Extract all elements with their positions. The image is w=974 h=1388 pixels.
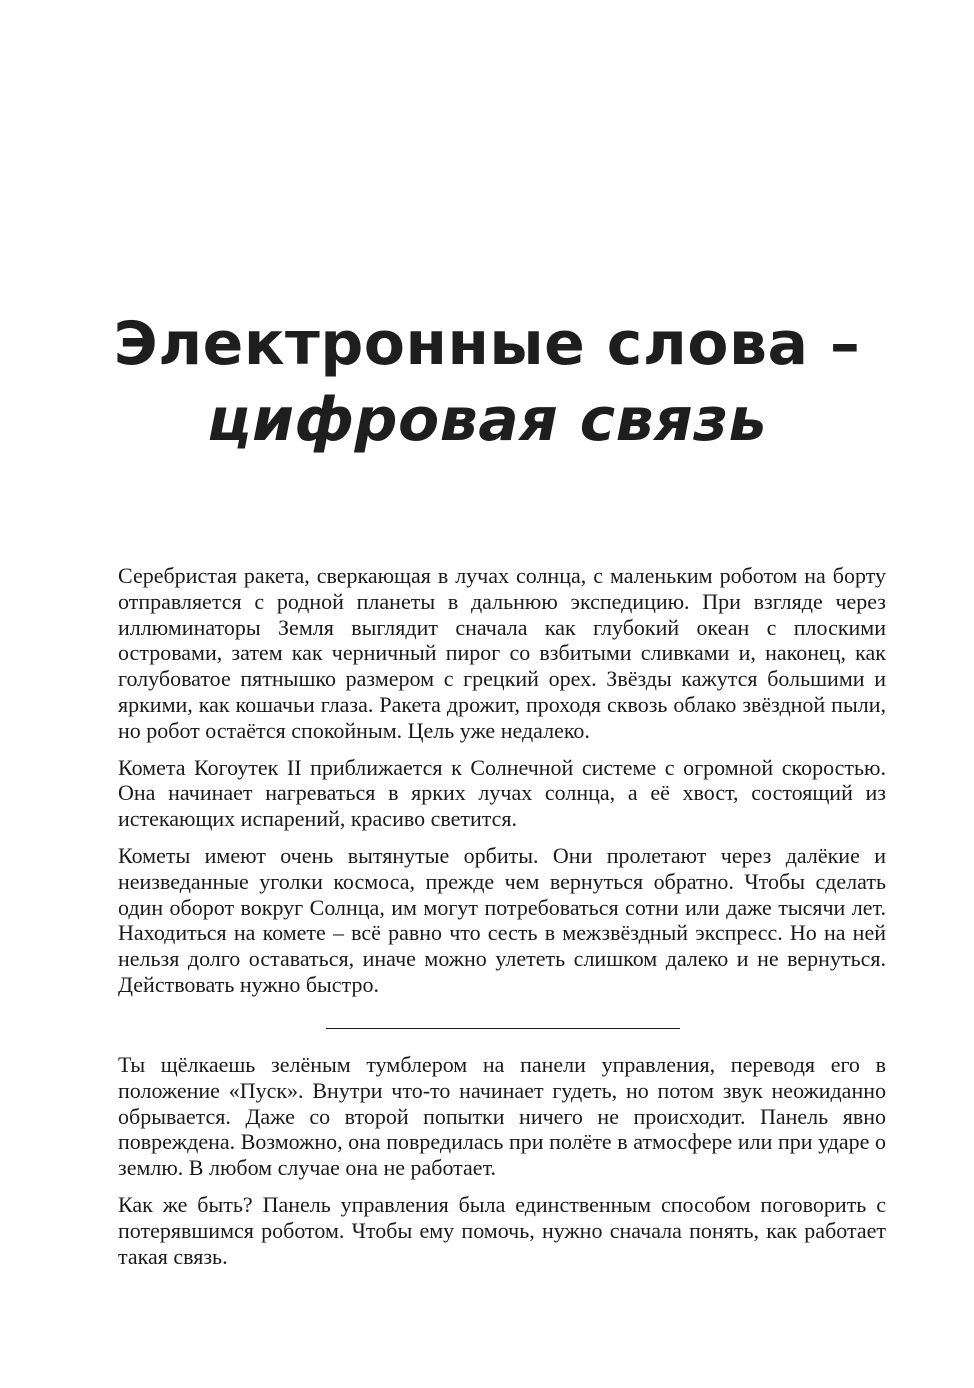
chapter-title-line-1: Электронные слова – xyxy=(113,309,861,379)
chapter-title-line-2: цифровая связь xyxy=(207,385,767,455)
paragraph-control-panel: Ты щёлкаешь зелёным тумблером на панели управления, переводя его в положение «Пуск». Внутри что-то начинает гудеть, но потом звук неожиданно обрывается. Даже со второй попытки ничего не происходит. Панель явно повреждена. Возможно, она повредилась при полёте в атмосфере или при ударе о землю. В любом случае она не работает. xyxy=(118,1052,886,1181)
paragraph-rocket: Серебристая ракета, сверкающая в лучах солнца, с маленьким роботом на борту отправляется с родной планеты в дальнюю экспедицию. При взгляде через иллюминаторы Земля выглядит сначала как глубокий океан с плоскими островами, затем как черничный пирог со взбитыми сливками и, наконец, как голубоватое пятнышко размером с грецкий орех. Звёзды кажутся большими и яркими, как кошачьи глаза. Ракета дрожит, проходя сквозь облако звёздной пыли, но робот остаётся спокойным. Цель уже недалеко. xyxy=(118,563,886,743)
body-text-section-1 xyxy=(118,563,886,1009)
section-divider xyxy=(326,1028,680,1029)
paragraph-orbits: Кометы имеют очень вытянутые орбиты. Они пролетают через далёкие и неизведанные уголки космоса, прежде чем вернуться обратно. Чтобы сделать один оборот вокруг Солнца, им могут потребоваться сотни или даже тысячи лет. Находиться на комете – всё равно что сесть в межзвёздный экспресс. Но на ней нельзя долго оставаться, иначе можно улететь слишком далеко и не вернуться. Действовать нужно быстро. xyxy=(118,842,886,997)
paragraph-how-to-proceed: Как же быть? Панель управления была единственным способом поговорить с потерявшимся роботом. Чтобы ему помочь, нужно сначала понять, как работает такая связь. xyxy=(118,1191,886,1269)
paragraph-comet: Комета Когоутек II приближается к Солнечной системе с огромной скоростью. Она начинает нагреваться в ярких лучах солнца, а её хвост, состоящий из истекающих испарений, красиво светится. xyxy=(118,754,886,832)
body-text-section-2 xyxy=(118,1052,886,1280)
chapter-title xyxy=(0,308,974,460)
